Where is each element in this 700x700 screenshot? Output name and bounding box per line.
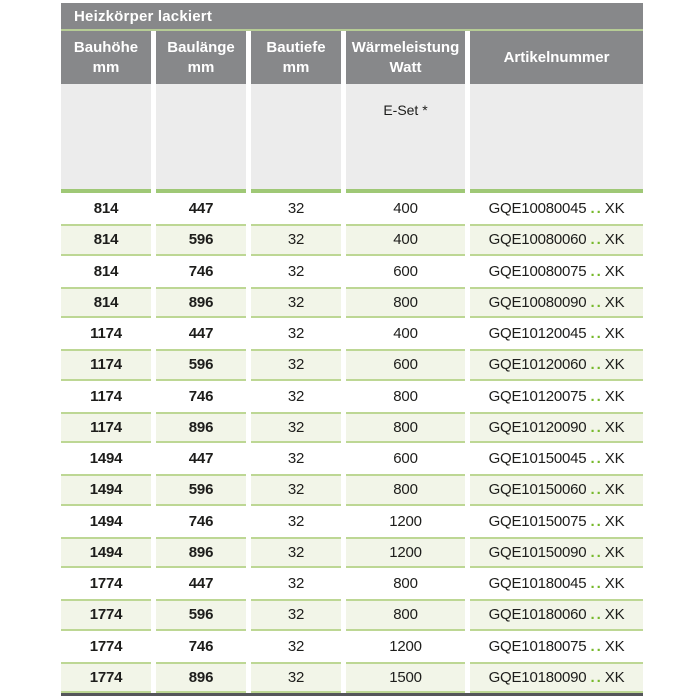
artikel-code: GQE10080075: [488, 262, 587, 280]
artikel-suffix: XK: [604, 293, 625, 311]
cell-baulaenge: 596: [156, 349, 246, 380]
artikel-code: GQE10120075: [488, 387, 587, 405]
table-bottom-border: [61, 693, 643, 696]
cell-bautiefe: 32: [251, 474, 341, 505]
cell-bautiefe: 32: [287, 637, 305, 655]
table-row: [61, 287, 643, 318]
eset-label: E-Set *: [383, 102, 428, 118]
artikel-suffix: XK: [604, 262, 625, 280]
cell-bautiefe: 32: [287, 387, 305, 405]
cell-waermeleistung: 600: [393, 450, 418, 468]
cell-artikelnummer: [470, 599, 643, 630]
artikel-code: GQE10180090: [488, 668, 587, 686]
cell-bauhoehe: 1174: [61, 349, 151, 380]
column-header-line1: Baulänge: [167, 38, 235, 56]
cell-waermeleistung: 800: [393, 575, 418, 593]
column-header-line2: mm: [92, 58, 120, 76]
artikel-suffix: XK: [604, 575, 625, 593]
table-row: [61, 568, 643, 599]
column-header-line1: Bautiefe: [266, 38, 326, 56]
cell-baulaenge: 896: [156, 537, 246, 568]
table-row: [61, 474, 643, 505]
cell-baulaenge: 596: [156, 599, 246, 630]
cell-baulaenge: 746: [188, 262, 214, 280]
product-table: [61, 3, 643, 696]
table-row: [61, 599, 643, 630]
cell-bautiefe: 32: [287, 512, 305, 530]
cell-bautiefe: 32: [251, 537, 341, 568]
cell-waermeleistung: 400: [346, 224, 465, 255]
cell-baulaenge: 447: [188, 325, 214, 343]
artikel-dots: ..: [590, 231, 603, 249]
column-header-line2: mm: [282, 58, 310, 76]
subheader-cell-baulaenge: [156, 84, 246, 193]
column-header-artikelnummer: [470, 31, 643, 84]
table-row: [61, 381, 643, 412]
artikel-code: GQE10080045: [488, 200, 587, 218]
table-row: [61, 662, 643, 693]
column-header-line1: Artikelnummer: [503, 48, 610, 66]
column-header-line1: Bauhöhe: [73, 38, 139, 56]
artikel-dots: ..: [590, 325, 603, 343]
cell-baulaenge: 447: [188, 575, 214, 593]
artikel-dots: ..: [590, 512, 603, 530]
subheader-cell-artikelnummer: [470, 84, 643, 193]
artikel-dots: ..: [590, 262, 603, 280]
artikel-dots: ..: [590, 637, 603, 655]
artikel-dots: ..: [590, 293, 603, 311]
cell-baulaenge: 447: [188, 450, 214, 468]
subheader-cell-bauhoehe: [61, 84, 151, 193]
artikel-dots: ..: [590, 481, 603, 499]
cell-waermeleistung: 600: [393, 262, 418, 280]
artikel-suffix: XK: [604, 606, 625, 624]
cell-waermeleistung: 800: [393, 387, 418, 405]
cell-bauhoehe: 1774: [61, 662, 151, 693]
cell-artikelnummer: [470, 318, 643, 349]
cell-artikelnummer: [470, 474, 643, 505]
cell-artikelnummer: [470, 662, 643, 693]
cell-bauhoehe: 1174: [90, 387, 122, 405]
subheader-cell-bautiefe: [251, 84, 341, 193]
cell-artikelnummer: [470, 568, 643, 599]
cell-baulaenge: 596: [156, 474, 246, 505]
cell-artikelnummer: [470, 381, 643, 412]
artikel-suffix: XK: [604, 418, 625, 436]
subheader-cell-waermeleistung: [346, 84, 465, 193]
cell-waermeleistung: 1200: [389, 637, 422, 655]
artikel-suffix: XK: [604, 512, 625, 530]
artikel-suffix: XK: [604, 325, 625, 343]
artikel-code: GQE10080090: [488, 293, 587, 311]
cell-bauhoehe: 1774: [89, 637, 123, 655]
artikel-code: GQE10150075: [488, 512, 587, 530]
table-row: [61, 318, 643, 349]
table-title-bar: [61, 3, 643, 29]
column-header-line2: Watt: [389, 58, 422, 76]
artikel-dots: ..: [590, 356, 603, 374]
cell-bautiefe: 32: [287, 450, 305, 468]
cell-baulaenge: 746: [188, 387, 214, 405]
cell-baulaenge: 447: [188, 200, 214, 218]
cell-baulaenge: 596: [156, 224, 246, 255]
cell-artikelnummer: [470, 443, 643, 474]
artikel-dots: ..: [590, 668, 603, 686]
artikel-suffix: XK: [604, 543, 625, 561]
cell-bautiefe: 32: [251, 662, 341, 693]
cell-bauhoehe: 1174: [90, 325, 122, 343]
cell-baulaenge: 746: [188, 512, 214, 530]
cell-waermeleistung: 1200: [389, 512, 422, 530]
artikel-code: GQE10150060: [488, 481, 587, 499]
cell-waermeleistung: 800: [346, 412, 465, 443]
column-header-bautiefe: [251, 31, 341, 84]
cell-baulaenge: 896: [156, 287, 246, 318]
cell-bautiefe: 32: [251, 287, 341, 318]
cell-artikelnummer: [470, 224, 643, 255]
cell-bautiefe: 32: [287, 325, 305, 343]
table-row: [61, 349, 643, 380]
cell-bauhoehe: 1774: [61, 599, 151, 630]
artikel-code: GQE10120060: [488, 356, 587, 374]
cell-artikelnummer: [470, 256, 643, 287]
artikel-dots: ..: [590, 418, 603, 436]
cell-artikelnummer: [470, 193, 643, 224]
artikel-code: GQE10080060: [488, 231, 587, 249]
cell-bauhoehe: 814: [61, 224, 151, 255]
cell-artikelnummer: [470, 506, 643, 537]
cell-artikelnummer: [470, 537, 643, 568]
column-header-row: [61, 31, 643, 84]
cell-bauhoehe: 1174: [61, 412, 151, 443]
cell-artikelnummer: [470, 412, 643, 443]
artikel-code: GQE10120045: [488, 325, 587, 343]
cell-baulaenge: 896: [156, 412, 246, 443]
artikel-suffix: XK: [604, 668, 625, 686]
table-row: [61, 631, 643, 662]
artikel-suffix: XK: [604, 637, 625, 655]
cell-bautiefe: 32: [251, 349, 341, 380]
cell-bauhoehe: 814: [93, 200, 119, 218]
artikel-dots: ..: [590, 200, 603, 218]
artikel-suffix: XK: [604, 231, 625, 249]
cell-bautiefe: 32: [251, 599, 341, 630]
cell-artikelnummer: [470, 287, 643, 318]
cell-bauhoehe: 814: [93, 262, 119, 280]
cell-waermeleistung: 1500: [346, 662, 465, 693]
artikel-suffix: XK: [604, 450, 625, 468]
cell-waermeleistung: 800: [346, 474, 465, 505]
cell-bauhoehe: 1494: [61, 474, 151, 505]
cell-baulaenge: 746: [188, 637, 214, 655]
artikel-code: GQE10180075: [488, 637, 587, 655]
cell-waermeleistung: 1200: [346, 537, 465, 568]
cell-waermeleistung: 800: [346, 287, 465, 318]
table-row: [61, 443, 643, 474]
artikel-code: GQE10150045: [488, 450, 587, 468]
column-header-line2: mm: [187, 58, 215, 76]
artikel-code: GQE10180045: [488, 575, 587, 593]
table-row: [61, 506, 643, 537]
artikel-code: GQE10120090: [488, 418, 587, 436]
cell-bauhoehe: 1494: [61, 537, 151, 568]
cell-bautiefe: 32: [287, 575, 305, 593]
table-row: [61, 256, 643, 287]
cell-bauhoehe: 1774: [89, 575, 123, 593]
table-row: [61, 537, 643, 568]
artikel-suffix: XK: [604, 356, 625, 374]
artikel-dots: ..: [590, 606, 603, 624]
cell-waermeleistung: 400: [393, 325, 418, 343]
table-title: Heizkörper lackiert: [74, 7, 213, 25]
column-header-waermeleistung: [346, 31, 465, 84]
subheader-row: [61, 84, 643, 193]
column-header-bauhoehe: [61, 31, 151, 84]
cell-bautiefe: 32: [251, 412, 341, 443]
cell-artikelnummer: [470, 631, 643, 662]
column-header-baulaenge: [156, 31, 246, 84]
artikel-dots: ..: [590, 575, 603, 593]
cell-bauhoehe: 1494: [89, 512, 123, 530]
artikel-code: GQE10150090: [488, 543, 587, 561]
cell-bautiefe: 32: [251, 224, 341, 255]
cell-bautiefe: 32: [287, 262, 305, 280]
artikel-dots: ..: [590, 543, 603, 561]
cell-waermeleistung: 600: [346, 349, 465, 380]
table-row: [61, 412, 643, 443]
cell-waermeleistung: 800: [346, 599, 465, 630]
artikel-dots: ..: [590, 450, 603, 468]
artikel-suffix: XK: [604, 481, 625, 499]
cell-bauhoehe: 814: [61, 287, 151, 318]
artikel-suffix: XK: [604, 387, 625, 405]
cell-waermeleistung: 400: [393, 200, 418, 218]
cell-baulaenge: 896: [156, 662, 246, 693]
cell-bautiefe: 32: [287, 200, 305, 218]
artikel-code: GQE10180060: [488, 606, 587, 624]
table-row: [61, 224, 643, 255]
cell-bauhoehe: 1494: [89, 450, 123, 468]
artikel-suffix: XK: [604, 200, 625, 218]
table-row: [61, 193, 643, 224]
column-header-line1: Wärmeleistung: [351, 38, 460, 56]
artikel-dots: ..: [590, 387, 603, 405]
cell-artikelnummer: [470, 349, 643, 380]
